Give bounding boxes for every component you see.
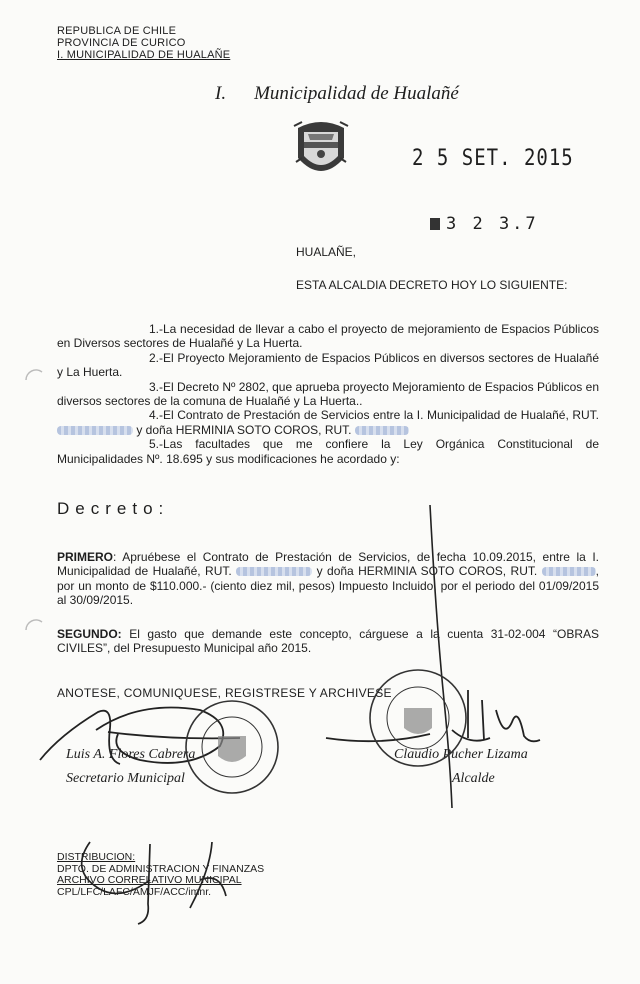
considerando-3: 3.-El Decreto Nº 2802, que aprueba proyecto Mejoramiento de Espacios Públicos en diversos sectores de la comuna de Hualañé y La Huerta.. [57, 379, 599, 409]
punch-hole-icon [26, 370, 42, 380]
considerando-1: 1.-La necesidad de llevar a cabo el proyecto de mejoramiento de Espacios Públicos en Diversos sectores de Hualañé y La Huerta. [57, 322, 599, 351]
primero-label: PRIMERO [57, 550, 114, 564]
header-republic: REPUBLICA DE CHILE [57, 25, 177, 37]
primero-text-a: : Apruébese el Contrato de Prestación de Servicios, de fecha 10.09.2015, entre la I. Municipalidad de Hualañé, RUT. [57, 550, 599, 579]
letterhead-title [215, 83, 459, 105]
primero-text-b: y doña HERMINIA SOTO COROS, RUT. [316, 564, 538, 579]
decree-number: 3 2 3.7 [446, 214, 539, 234]
redacted-rut [355, 426, 409, 435]
distribution-line-1: DPTO. DE ADMINISTRACION Y FINANZAS [57, 862, 265, 875]
distribution-line-2: ARCHIVO CORRELATIVO MUNICIPAL [57, 874, 242, 886]
secretary-name: Luis A. Flores Cabrera [66, 747, 196, 762]
segundo-text: El gasto que demande este concepto, cárguese a la cuenta 31-02-004 “OBRAS CIVILES”, del Presupuesto Municipal año 2015. [57, 627, 599, 656]
considerando-4-part-b: y doña HERMINIA SOTO COROS, RUT. [136, 422, 352, 437]
secretary-seal-icon [186, 701, 278, 793]
closing-line: ANOTESE, COMUNIQUESE, REGISTRESE Y ARCHIVESE [57, 686, 392, 700]
distribution-block [57, 852, 264, 898]
decreto-heading: Decreto: [57, 499, 170, 518]
redacted-rut [57, 426, 133, 435]
letterhead-roman: I. [215, 83, 227, 104]
municipal-emblem-icon [292, 118, 350, 182]
intro-line: ESTA ALCALDIA DECRETO HOY LO SIGUIENTE: [296, 278, 568, 292]
mayor-role: Alcalde [452, 771, 495, 786]
document-header [57, 25, 230, 61]
header-province: PROVINCIA DE CURICO [57, 37, 186, 49]
primero-paragraph [57, 550, 599, 608]
punch-hole-icon [26, 620, 42, 630]
header-municipality: I. MUNICIPALIDAD DE HUALAÑE [57, 49, 231, 61]
considerandos [57, 322, 599, 466]
considerando-4 [57, 408, 599, 437]
letterhead-name: Municipalidad de Hualañé [254, 83, 459, 104]
stamp-mark-icon [430, 218, 440, 230]
distribution-line-3: CPL/LFC/LAFC/AMJF/ACC/imnr. [57, 885, 212, 898]
considerando-4-part-a: 4.-El Contrato de Prestación de Servicios entre la I. Municipalidad de Hualañé, RUT. [149, 408, 599, 423]
considerando-5: 5.-Las facultades que me confiere la Ley Orgánica Constitucional de Municipalidades Nº. 18.695 y sus modificaciones he acordado y: [57, 437, 599, 466]
redacted-rut [542, 567, 596, 576]
place-line: HUALAÑE, [296, 245, 357, 259]
primero-text-c: , por un monto de $110.000.- (ciento diez mil, pesos) Impuesto Incluido, por el periodo del 01/09/2015 al 30/09/2015. [57, 564, 599, 608]
distribution-title: DISTRIBUCION: [57, 851, 136, 863]
secretary-role: Secretario Municipal [66, 771, 185, 786]
redacted-rut [236, 567, 312, 576]
mayor-name: Claudio Pucher Lizama [394, 747, 528, 762]
considerando-2: 2.-El Proyecto Mejoramiento de Espacios Públicos en diversos sectores de Hualañé y La Huerta. [57, 350, 599, 380]
date-stamp: 2 5 SET. 2015 [412, 145, 574, 171]
segundo-label: SEGUNDO: [57, 627, 122, 641]
decree-number-stamp [430, 214, 539, 234]
segundo-paragraph [57, 627, 599, 656]
